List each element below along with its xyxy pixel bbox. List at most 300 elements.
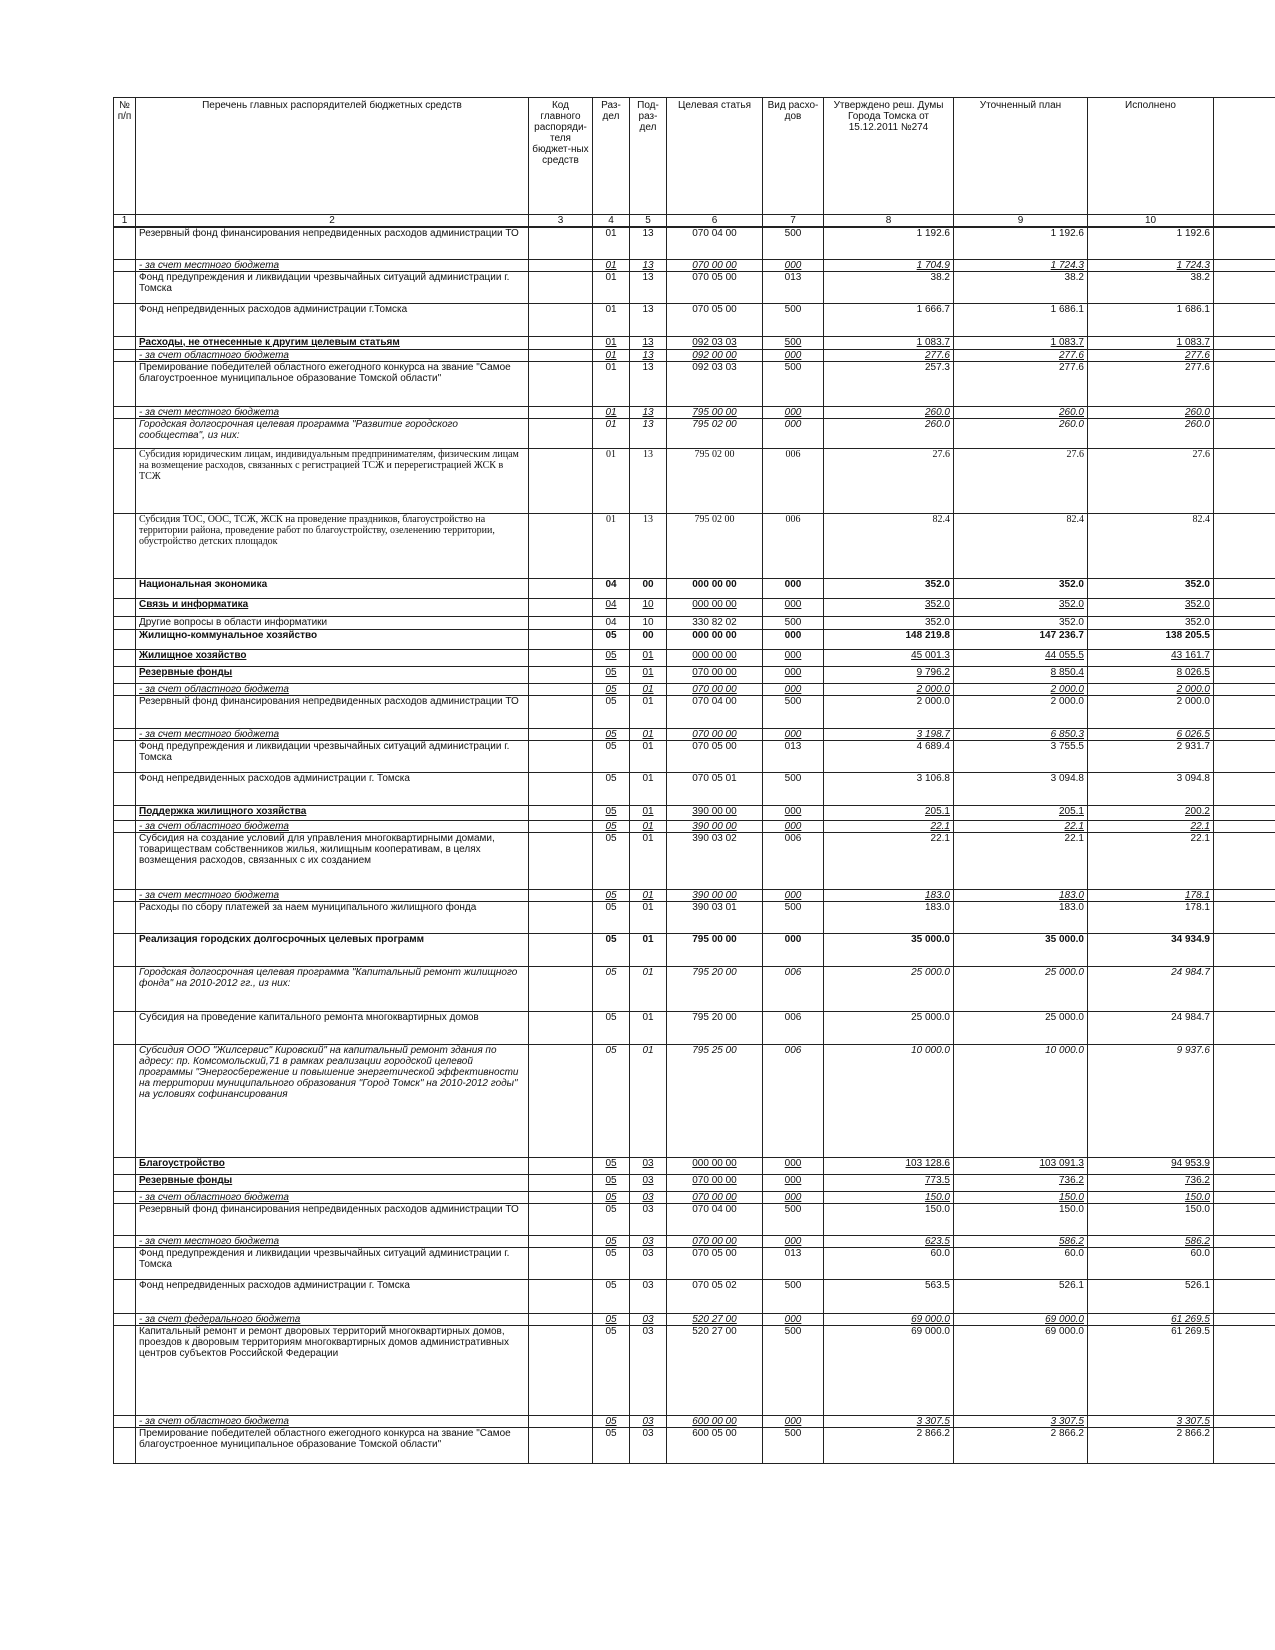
row-extra [1214,901,1275,933]
row-done: 2 866.2 [1088,1427,1214,1463]
row-plan: 3 094.8 [954,772,1088,805]
table-row [114,740,1275,772]
row-name: Премирование победителей областного ежегодного конкурса на звание "Самое благоустроенное муниципальное образование Томской области" [136,361,529,406]
table-row [114,629,1275,649]
row-vid: 500 [763,303,824,336]
row-statya: 600 00 00 [667,1415,763,1427]
row-approved: 2 000.0 [824,683,954,695]
row-done: 9 937.6 [1088,1044,1214,1157]
table-row [114,832,1275,889]
row-extra [1214,728,1275,740]
row-name: - за счет местного бюджета [136,259,529,271]
row-podrazdel: 10 [630,598,667,616]
row-vid: 500 [763,1325,824,1415]
row-statya: 092 03 03 [667,361,763,406]
table-row [114,889,1275,901]
table-row [114,901,1275,933]
row-approved: 60.0 [824,1247,954,1279]
row-vid: 500 [763,616,824,629]
table-row [114,695,1275,728]
row-extra [1214,1191,1275,1203]
row-extra [1214,1247,1275,1279]
row-code [529,1235,593,1247]
row-num [114,1157,136,1174]
row-statya: 070 05 00 [667,271,763,303]
table-row [114,336,1275,349]
row-name: - за счет областного бюджета [136,683,529,695]
row-vid: 006 [763,448,824,513]
row-vid: 006 [763,832,824,889]
row-approved: 183.0 [824,901,954,933]
col-header-num: № п/п [114,98,136,215]
row-vid: 013 [763,740,824,772]
row-num [114,1415,136,1427]
row-code [529,966,593,1011]
row-done: 1 724.3 [1088,259,1214,271]
row-razdel: 05 [593,1203,630,1235]
row-statya: 390 00 00 [667,805,763,820]
row-plan: 3 755.5 [954,740,1088,772]
row-done: 2 000.0 [1088,683,1214,695]
row-done: 43 161.7 [1088,649,1214,666]
table-row [114,361,1275,406]
row-vid: 000 [763,1313,824,1325]
row-vid: 006 [763,1011,824,1044]
table-row [114,683,1275,695]
row-num [114,933,136,966]
row-razdel: 05 [593,933,630,966]
row-approved: 563.5 [824,1279,954,1313]
col-number: 3 [529,215,593,228]
row-extra [1214,406,1275,418]
row-vid: 000 [763,1235,824,1247]
table-row [114,406,1275,418]
row-plan: 69 000.0 [954,1313,1088,1325]
row-name: Расходы, не отнесенные к другим целевым статьям [136,336,529,349]
row-approved: 260.0 [824,418,954,448]
row-code [529,259,593,271]
row-razdel: 05 [593,740,630,772]
row-vid: 000 [763,805,824,820]
row-plan: 3 307.5 [954,1415,1088,1427]
row-podrazdel: 01 [630,1011,667,1044]
table-row [114,1044,1275,1157]
row-code [529,683,593,695]
row-statya: 795 00 00 [667,933,763,966]
row-extra [1214,418,1275,448]
row-done: 6 026.5 [1088,728,1214,740]
row-extra [1214,832,1275,889]
col-number: 10 [1088,215,1214,228]
row-vid: 500 [763,361,824,406]
row-name: Фонд предупреждения и ликвидации чрезвычайных ситуаций администрации г. Томска [136,271,529,303]
row-name: Премирование победителей областного ежегодного конкурса на звание "Самое благоустроенное муниципальное образование Томской области" [136,1427,529,1463]
row-plan: 352.0 [954,598,1088,616]
row-num [114,683,136,695]
row-plan: 277.6 [954,361,1088,406]
row-code [529,666,593,683]
row-approved: 148 219.8 [824,629,954,649]
row-vid: 500 [763,1279,824,1313]
header-row [114,98,1275,215]
row-extra [1214,1235,1275,1247]
row-razdel: 05 [593,649,630,666]
table-row [114,616,1275,629]
table-row [114,666,1275,683]
row-name: Резервный фонд финансирования непредвиденных расходов администрации ТО [136,227,529,259]
col-number: 2 [136,215,529,228]
row-razdel: 05 [593,1157,630,1174]
row-vid: 000 [763,259,824,271]
row-code [529,901,593,933]
row-approved: 1 192.6 [824,227,954,259]
row-vid: 500 [763,901,824,933]
row-name: - за счет областного бюджета [136,1191,529,1203]
row-num [114,448,136,513]
row-statya: 520 27 00 [667,1325,763,1415]
row-code [529,740,593,772]
table-row [114,303,1275,336]
row-podrazdel: 01 [630,820,667,832]
row-code [529,805,593,820]
row-statya: 795 02 00 [667,513,763,578]
row-statya: 070 00 00 [667,1235,763,1247]
row-name: Субсидия юридическим лицам, индивидуальным предпринимателям, физическим лицам на возмещение расходов, связанных с регистрацией ТСЖ и перерегистрацией ЖСК в ТСЖ [136,448,529,513]
row-vid: 000 [763,1174,824,1191]
row-plan: 22.1 [954,820,1088,832]
row-statya: 070 00 00 [667,1191,763,1203]
row-approved: 352.0 [824,616,954,629]
row-razdel: 05 [593,629,630,649]
row-num [114,406,136,418]
row-name: Фонд непредвиденных расходов администрации г. Томска [136,1279,529,1313]
row-razdel: 05 [593,1415,630,1427]
row-name: - за счет областного бюджета [136,1415,529,1427]
row-plan: 6 850.3 [954,728,1088,740]
row-name: Субсидия ТОС, ООС, ТСЖ, ЖСК на проведение праздников, благоустройство на территории района, проведение работ по благоустройству, озеленению территории, обустройство детских площадок [136,513,529,578]
row-razdel: 05 [593,1191,630,1203]
row-approved: 9 796.2 [824,666,954,683]
row-razdel: 05 [593,1174,630,1191]
col-number: 4 [593,215,630,228]
row-statya: 000 00 00 [667,629,763,649]
row-plan: 150.0 [954,1203,1088,1235]
row-podrazdel: 03 [630,1313,667,1325]
row-code [529,1247,593,1279]
row-name: Расходы по сбору платежей за наем муниципального жилищного фонда [136,901,529,933]
row-podrazdel: 03 [630,1415,667,1427]
row-extra [1214,616,1275,629]
table-row [114,227,1275,259]
row-extra [1214,666,1275,683]
row-plan: 736.2 [954,1174,1088,1191]
row-num [114,1235,136,1247]
row-vid: 006 [763,1044,824,1157]
row-code [529,1174,593,1191]
row-plan: 260.0 [954,418,1088,448]
row-approved: 1 666.7 [824,303,954,336]
table-row [114,513,1275,578]
row-name: - за счет федерального бюджета [136,1313,529,1325]
row-plan: 1 686.1 [954,303,1088,336]
table-row [114,1313,1275,1325]
row-statya: 390 03 01 [667,901,763,933]
row-num [114,832,136,889]
row-code [529,889,593,901]
row-num [114,513,136,578]
row-statya: 000 00 00 [667,578,763,598]
row-razdel: 05 [593,832,630,889]
table-row [114,1235,1275,1247]
row-extra [1214,227,1275,259]
row-num [114,1191,136,1203]
row-done: 1 686.1 [1088,303,1214,336]
row-num [114,666,136,683]
row-done: 526.1 [1088,1279,1214,1313]
row-approved: 4 689.4 [824,740,954,772]
row-name: Жилищное хозяйство [136,649,529,666]
row-statya: 330 82 02 [667,616,763,629]
row-plan: 1 083.7 [954,336,1088,349]
row-plan: 44 055.5 [954,649,1088,666]
col-number: 9 [954,215,1088,228]
row-plan: 183.0 [954,901,1088,933]
row-extra [1214,933,1275,966]
row-statya: 070 05 02 [667,1279,763,1313]
col-number: 8 [824,215,954,228]
row-podrazdel: 13 [630,361,667,406]
row-podrazdel: 13 [630,349,667,361]
row-vid: 013 [763,271,824,303]
row-plan: 2 866.2 [954,1427,1088,1463]
row-done: 24 984.7 [1088,1011,1214,1044]
row-razdel: 05 [593,1325,630,1415]
col-header-name: Перечень главных распорядителей бюджетных средств [136,98,529,215]
row-statya: 070 05 00 [667,1247,763,1279]
row-razdel: 04 [593,578,630,598]
row-done: 150.0 [1088,1191,1214,1203]
row-num [114,303,136,336]
row-done: 200.2 [1088,805,1214,820]
row-plan: 526.1 [954,1279,1088,1313]
row-vid: 000 [763,649,824,666]
row-name: Фонд предупреждения и ликвидации чрезвычайных ситуаций администрации г. Томска [136,740,529,772]
row-num [114,336,136,349]
row-vid: 000 [763,598,824,616]
row-vid: 000 [763,406,824,418]
row-podrazdel: 01 [630,728,667,740]
row-num [114,889,136,901]
row-code [529,1415,593,1427]
row-vid: 000 [763,629,824,649]
row-razdel: 05 [593,901,630,933]
row-done: 61 269.5 [1088,1325,1214,1415]
row-statya: 070 05 01 [667,772,763,805]
row-done: 24 984.7 [1088,966,1214,1011]
budget-table [113,97,1275,1464]
row-done: 736.2 [1088,1174,1214,1191]
row-podrazdel: 01 [630,933,667,966]
row-done: 277.6 [1088,349,1214,361]
row-done: 22.1 [1088,820,1214,832]
row-num [114,740,136,772]
row-podrazdel: 00 [630,629,667,649]
row-approved: 257.3 [824,361,954,406]
row-approved: 1 083.7 [824,336,954,349]
row-statya: 795 02 00 [667,418,763,448]
row-razdel: 01 [593,303,630,336]
row-code [529,271,593,303]
row-razdel: 04 [593,598,630,616]
row-extra [1214,271,1275,303]
row-approved: 277.6 [824,349,954,361]
row-approved: 3 307.5 [824,1415,954,1427]
row-plan: 260.0 [954,406,1088,418]
row-code [529,820,593,832]
table-row [114,966,1275,1011]
row-statya: 795 02 00 [667,448,763,513]
row-podrazdel: 01 [630,966,667,1011]
row-extra [1214,1313,1275,1325]
column-number-row [114,215,1275,228]
row-statya: 070 04 00 [667,1203,763,1235]
row-razdel: 01 [593,271,630,303]
row-num [114,1313,136,1325]
row-statya: 795 25 00 [667,1044,763,1157]
row-name: Резервный фонд финансирования непредвиденных расходов администрации ТО [136,1203,529,1235]
row-podrazdel: 13 [630,418,667,448]
row-name: Благоустройство [136,1157,529,1174]
row-plan: 69 000.0 [954,1325,1088,1415]
row-podrazdel: 01 [630,832,667,889]
row-approved: 45 001.3 [824,649,954,666]
row-extra [1214,513,1275,578]
row-code [529,513,593,578]
row-name: - за счет местного бюджета [136,406,529,418]
row-done: 2 000.0 [1088,695,1214,728]
row-podrazdel: 13 [630,513,667,578]
row-extra [1214,1415,1275,1427]
col-header-statya: Целевая статья [667,98,763,215]
row-podrazdel: 13 [630,406,667,418]
row-plan: 183.0 [954,889,1088,901]
row-extra [1214,1157,1275,1174]
row-code [529,1191,593,1203]
row-razdel: 01 [593,227,630,259]
row-code [529,1313,593,1325]
row-vid: 000 [763,933,824,966]
row-razdel: 05 [593,772,630,805]
row-approved: 3 106.8 [824,772,954,805]
row-num [114,227,136,259]
row-razdel: 01 [593,448,630,513]
row-vid: 000 [763,578,824,598]
row-num [114,271,136,303]
row-podrazdel: 13 [630,259,667,271]
row-approved: 22.1 [824,820,954,832]
row-code [529,1157,593,1174]
row-razdel: 05 [593,1247,630,1279]
row-podrazdel: 13 [630,448,667,513]
row-done: 3 307.5 [1088,1415,1214,1427]
row-approved: 82.4 [824,513,954,578]
row-num [114,695,136,728]
row-razdel: 01 [593,513,630,578]
row-plan: 150.0 [954,1191,1088,1203]
row-razdel: 01 [593,361,630,406]
row-statya: 092 03 03 [667,336,763,349]
row-name: Поддержка жилищного хозяйства [136,805,529,820]
row-name: Фонд непредвиденных расходов администрации г.Томска [136,303,529,336]
row-podrazdel: 03 [630,1325,667,1415]
row-done: 38.2 [1088,271,1214,303]
row-name: Связь и информатика [136,598,529,616]
row-name: - за счет областного бюджета [136,820,529,832]
row-podrazdel: 03 [630,1157,667,1174]
row-podrazdel: 01 [630,695,667,728]
row-num [114,361,136,406]
row-plan: 10 000.0 [954,1044,1088,1157]
table-row [114,805,1275,820]
row-approved: 352.0 [824,598,954,616]
row-code [529,832,593,889]
row-razdel: 05 [593,1011,630,1044]
col-header-podrazdel: Под-раз-дел [630,98,667,215]
row-extra [1214,772,1275,805]
row-plan: 1 192.6 [954,227,1088,259]
row-name: Фонд предупреждения и ликвидации чрезвычайных ситуаций администрации г. Томска [136,1247,529,1279]
table-row [114,728,1275,740]
row-name: Жилищно-коммунальное хозяйство [136,629,529,649]
row-podrazdel: 03 [630,1235,667,1247]
row-num [114,1203,136,1235]
row-name: - за счет областного бюджета [136,349,529,361]
col-header-approved: Утверждено реш. Думы Города Томска от 15.12.2011 №274 [824,98,954,215]
row-plan: 586.2 [954,1235,1088,1247]
table-row [114,1174,1275,1191]
row-code [529,616,593,629]
table-row [114,1011,1275,1044]
row-code [529,448,593,513]
row-num [114,901,136,933]
row-code [529,772,593,805]
row-done: 2 931.7 [1088,740,1214,772]
row-plan: 2 000.0 [954,695,1088,728]
row-num [114,1427,136,1463]
row-plan: 205.1 [954,805,1088,820]
row-done: 178.1 [1088,901,1214,933]
row-razdel: 05 [593,683,630,695]
row-extra [1214,1044,1275,1157]
row-num [114,805,136,820]
row-plan: 35 000.0 [954,933,1088,966]
row-vid: 000 [763,1191,824,1203]
row-done: 60.0 [1088,1247,1214,1279]
row-vid: 000 [763,728,824,740]
row-statya: 795 00 00 [667,406,763,418]
row-done: 27.6 [1088,448,1214,513]
row-plan: 22.1 [954,832,1088,889]
row-approved: 623.5 [824,1235,954,1247]
row-extra [1214,361,1275,406]
row-name: Резервные фонды [136,666,529,683]
row-done: 150.0 [1088,1203,1214,1235]
row-razdel: 05 [593,966,630,1011]
row-code [529,728,593,740]
row-vid: 000 [763,1157,824,1174]
row-statya: 000 00 00 [667,649,763,666]
table-row [114,1279,1275,1313]
